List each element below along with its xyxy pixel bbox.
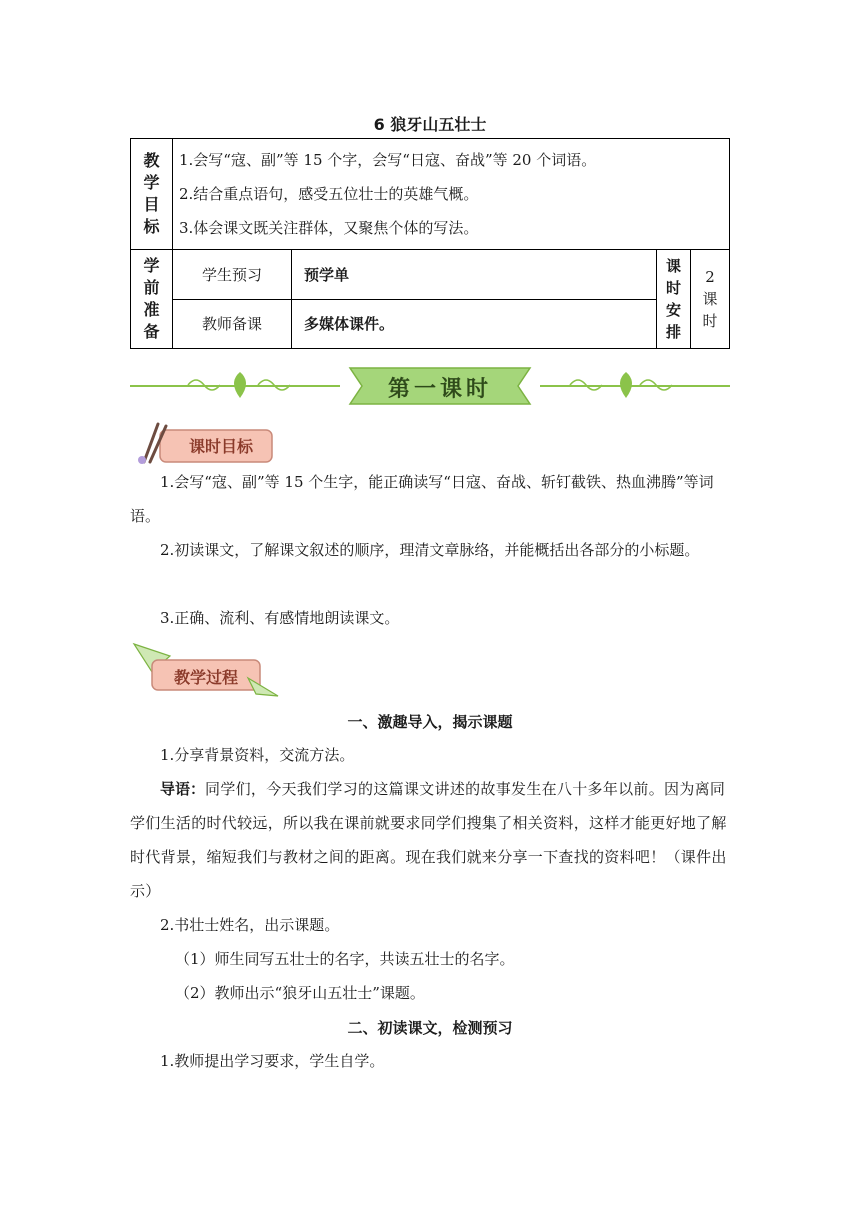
prep-header: 学前准备 (131, 250, 173, 349)
teacher-prep-value: 多媒体课件。 (292, 299, 657, 349)
step-item: 1.分享背景资料，交流方法。 (160, 746, 355, 764)
goal-item: 1.会写“寇、副”等 15 个字，会写“日寇、奋战”等 20 个词语。 (179, 151, 597, 169)
sub-step-item: （1）师生同写五壮士的名字，共读五壮士的名字。 (175, 950, 515, 968)
goals-header: 教学目标 (131, 139, 173, 250)
objectives-badge: 课时目标 (188, 437, 253, 456)
page-title: 6 狼牙山五壮士 (373, 115, 487, 134)
schedule-value: 2课时 (691, 250, 730, 349)
process-badge: 教学过程 (173, 668, 238, 687)
objective-item: 1.会写“寇、副”等 15 个生字，能正确读写“日寇、奋战、斩钉截铁、热血沸腾”等词语。 (130, 473, 714, 525)
lesson-plan-table (130, 138, 730, 349)
guide-label: 导语： (160, 780, 206, 798)
goal-item: 2.结合重点语句，感受五位壮士的英雄气概。 (179, 185, 479, 203)
leaf-icon (620, 372, 632, 398)
section-heading: 一、激趣导入，揭示课题 (347, 713, 513, 731)
objective-item: 2.初读课文，了解课文叙述的顺序，理清文章脉络，并能概括出各部分的小标题。 (160, 541, 700, 559)
step-item: 1.教师提出学习要求，学生自学。 (160, 1052, 385, 1070)
section-heading: 二、初读课文，检测预习 (347, 1019, 513, 1037)
goals-cell (173, 139, 730, 250)
objective-item: 3.正确、流利、有感情地朗读课文。 (160, 609, 400, 627)
guide-paragraph (130, 772, 730, 908)
leaf-icon (234, 372, 246, 398)
sub-step-item: （2）教师出示“狼牙山五壮士”课题。 (175, 984, 425, 1002)
teacher-prep-label: 教师备课 (173, 299, 292, 349)
schedule-header: 课时安排 (657, 250, 691, 349)
student-prep-value: 预学单 (292, 250, 657, 300)
guide-text: 同学们，今天我们学习的这篇课文讲述的故事发生在八十多年以前。因为离同学们生活的时代较远，所以我在课前就要求同学们搜集了相关资料，这样才能更好地了解时代背景，缩短我们与教材之间的距离。现在我们就来分享一下查找的资料吧！（课件出示） (130, 780, 727, 900)
banner-title: 第一课时 (387, 377, 492, 402)
student-prep-label: 学生预习 (173, 250, 292, 300)
goal-item: 3.体会课文既关注群体，又聚焦个体的写法。 (179, 219, 479, 237)
step-item: 2.书壮士姓名，出示课题。 (160, 916, 340, 934)
